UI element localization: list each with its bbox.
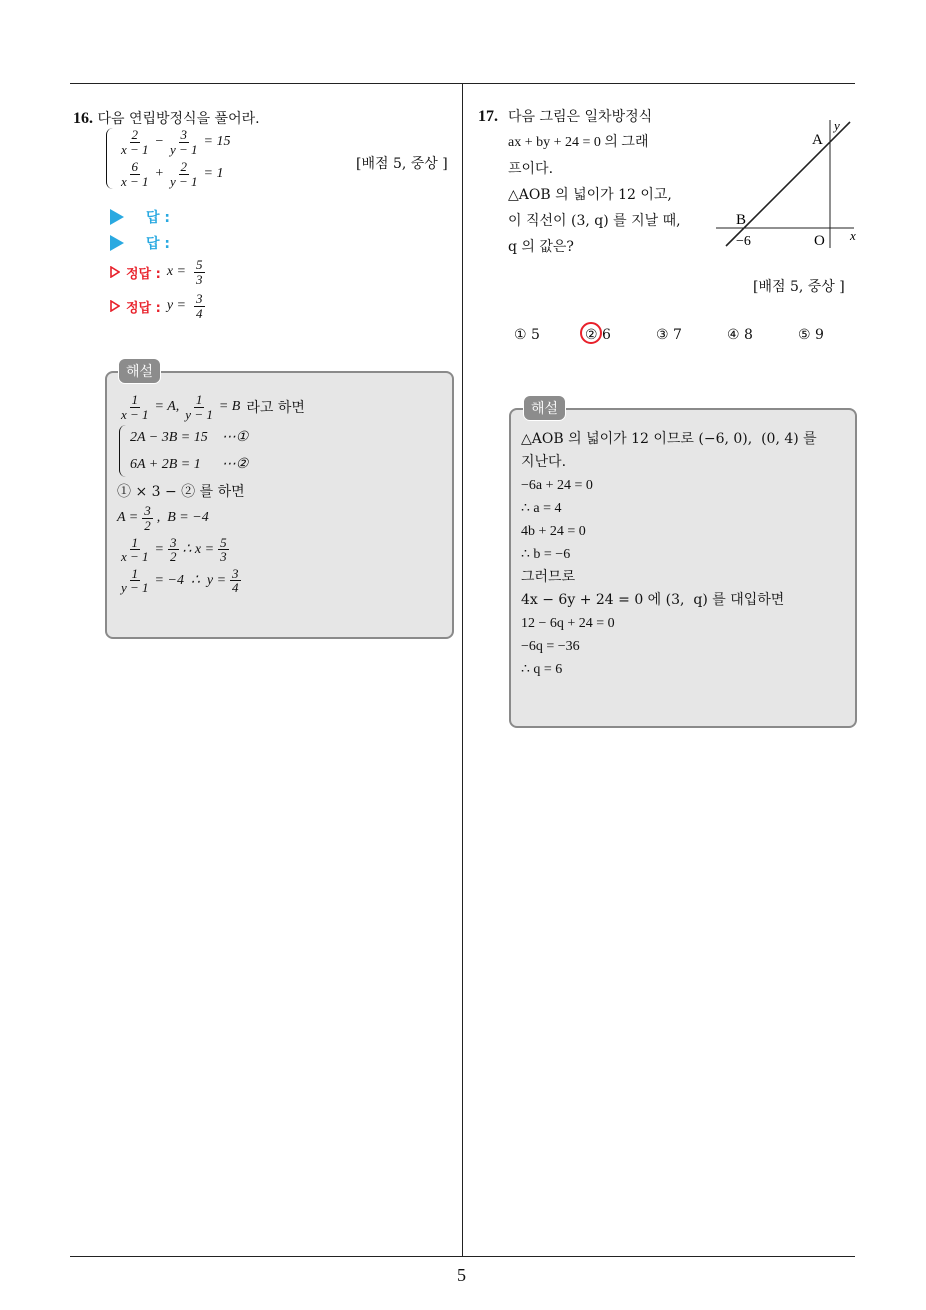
play-triangle-icon bbox=[110, 235, 124, 251]
answer-label: 답 : bbox=[146, 236, 170, 252]
math: = bbox=[154, 541, 164, 557]
q17-graph bbox=[712, 112, 862, 252]
exp-line bbox=[117, 504, 305, 532]
exp-line: ∴ b = −6 bbox=[521, 547, 571, 562]
exp-line: ∴ q = 6 bbox=[521, 662, 563, 677]
rhs: = 15 bbox=[203, 134, 231, 150]
selected-ring-icon bbox=[580, 322, 602, 344]
rhs: = 1 bbox=[203, 166, 224, 182]
q17-score: [배점 5, 중상 ] bbox=[753, 279, 845, 295]
q16-answer-1[interactable] bbox=[110, 207, 170, 227]
q16-correct-1 bbox=[110, 258, 207, 286]
q17-line: 다음 그림은 일차방정식 bbox=[508, 109, 653, 125]
q16-answer-2[interactable] bbox=[110, 233, 170, 253]
answer-label: 답 : bbox=[146, 210, 170, 226]
frac: $\frac{3}{y - 1}$ bbox=[170, 127, 198, 157]
choice-5[interactable]: ⑤ 9 bbox=[798, 327, 824, 343]
exp-line: −6a + 24 = 0 bbox=[521, 478, 593, 493]
q17-choices bbox=[514, 327, 869, 343]
q16-header bbox=[73, 108, 260, 128]
q17-line: 프이다. bbox=[508, 161, 554, 177]
choice-2-label: ② 6 bbox=[585, 327, 611, 343]
outline-triangle-icon bbox=[110, 300, 120, 312]
q16-score: [배점 5, 중상 ] bbox=[356, 156, 448, 172]
q16-equation-system bbox=[106, 128, 231, 189]
choice-4[interactable]: ④ 8 bbox=[727, 327, 753, 343]
q17-explanation-content bbox=[521, 428, 817, 681]
q16-correct-2 bbox=[110, 292, 207, 320]
frac: $\frac{1}{x - 1}$ bbox=[121, 392, 149, 422]
bottom-rule bbox=[70, 1256, 855, 1257]
label-a: A bbox=[812, 132, 823, 148]
column-divider bbox=[462, 83, 463, 1257]
frac: $\frac{1}{x - 1}$ bbox=[121, 534, 149, 565]
math: ∴ x = bbox=[182, 542, 215, 558]
exp-line: ∴ a = 4 bbox=[521, 501, 562, 516]
label-x: x bbox=[850, 228, 856, 243]
outline-triangle-icon bbox=[110, 266, 120, 278]
choice-2[interactable] bbox=[585, 327, 656, 343]
exp-system bbox=[119, 425, 305, 477]
q17-number-text: 17. bbox=[478, 108, 498, 125]
exp-line: 12 − 6q + 24 = 0 bbox=[521, 616, 615, 631]
frac: $\frac{2}{x - 1}$ bbox=[121, 127, 149, 157]
text: 라고 하면 bbox=[246, 400, 305, 417]
label-b: B bbox=[736, 212, 747, 228]
play-triangle-icon bbox=[110, 209, 124, 225]
math: = B bbox=[218, 399, 241, 415]
label-y: y bbox=[834, 118, 840, 133]
exp-line: 4b + 24 = 0 bbox=[521, 524, 586, 539]
q16-brace bbox=[106, 128, 113, 189]
q17-line: ax + by + 24 = 0 의 그래 bbox=[508, 135, 649, 150]
frac: $\frac{1}{y - 1}$ bbox=[121, 565, 149, 596]
frac: $\frac{3}{4}$ bbox=[196, 291, 203, 321]
q17-number bbox=[478, 108, 498, 126]
frac: $\frac{3}{4}$ bbox=[232, 565, 239, 596]
exp-line: ① × 3 − ② 를 하면 bbox=[117, 484, 245, 501]
choice-3[interactable]: ③ 7 bbox=[656, 327, 682, 343]
q17-line: △AOB 의 넓이가 12 이고, bbox=[508, 187, 672, 203]
exp-eq1: 2A − 3B = 15 ⋯① bbox=[130, 430, 249, 446]
q16-eq1 bbox=[117, 128, 231, 156]
frac: $\frac{6}{x - 1}$ bbox=[121, 159, 149, 189]
correct-lhs: x = bbox=[166, 264, 187, 280]
math: , B = −4 bbox=[156, 510, 209, 526]
exp-eq2: 6A + 2B = 1 ⋯② bbox=[130, 457, 249, 473]
correct-lhs: y = bbox=[166, 298, 187, 314]
correct-label: 정답 : bbox=[126, 266, 161, 282]
exp-line: 4x − 6y + 24 = 0 에 (3, q) 를 대입하면 bbox=[521, 592, 785, 608]
exp-line bbox=[117, 567, 305, 595]
q17-line: 이 직선이 (3, q) 를 지날 때, bbox=[508, 213, 681, 229]
operator: + bbox=[154, 166, 164, 182]
exp-line bbox=[117, 536, 305, 564]
q16-number: 16. bbox=[73, 110, 93, 127]
label-neg6: −6 bbox=[736, 234, 751, 249]
operator: − bbox=[154, 134, 164, 150]
correct-label: 정답 : bbox=[126, 300, 161, 316]
choice-1[interactable]: ① 5 bbox=[514, 327, 540, 343]
q16-prompt: 다음 연립방정식을 풀어라. bbox=[97, 111, 260, 127]
q16-explanation-content bbox=[117, 393, 305, 598]
brace bbox=[119, 425, 126, 477]
frac: $\frac{3}{2}$ bbox=[170, 534, 177, 565]
q16-explanation-tag: 해설 bbox=[118, 358, 161, 384]
frac: $\frac{2}{y - 1}$ bbox=[170, 159, 198, 189]
exp-line: 지난다. bbox=[521, 454, 567, 470]
q17-prompt bbox=[508, 104, 681, 260]
q17-explanation-tag: 해설 bbox=[523, 395, 566, 421]
frac: $\frac{1}{y - 1}$ bbox=[185, 392, 213, 422]
label-o: O bbox=[814, 233, 825, 249]
exp-line bbox=[117, 393, 305, 421]
exp-line: −6q = −36 bbox=[521, 639, 580, 654]
frac: $\frac{5}{3}$ bbox=[220, 534, 227, 565]
frac: $\frac{5}{3}$ bbox=[196, 257, 203, 287]
q17-line: q 의 값은? bbox=[508, 239, 574, 255]
frac: $\frac{3}{2}$ bbox=[144, 503, 151, 533]
math: = −4 ∴ y = bbox=[154, 573, 227, 589]
exp-line: 그러므로 bbox=[521, 569, 576, 585]
q16-eq2 bbox=[117, 160, 231, 188]
page-number: 5 bbox=[457, 1265, 466, 1285]
exp-line: △AOB 의 넓이가 12 이므로 (−6, 0), (0, 4) 를 bbox=[521, 431, 817, 447]
math: A = bbox=[117, 510, 139, 526]
math: = A, bbox=[154, 399, 180, 415]
